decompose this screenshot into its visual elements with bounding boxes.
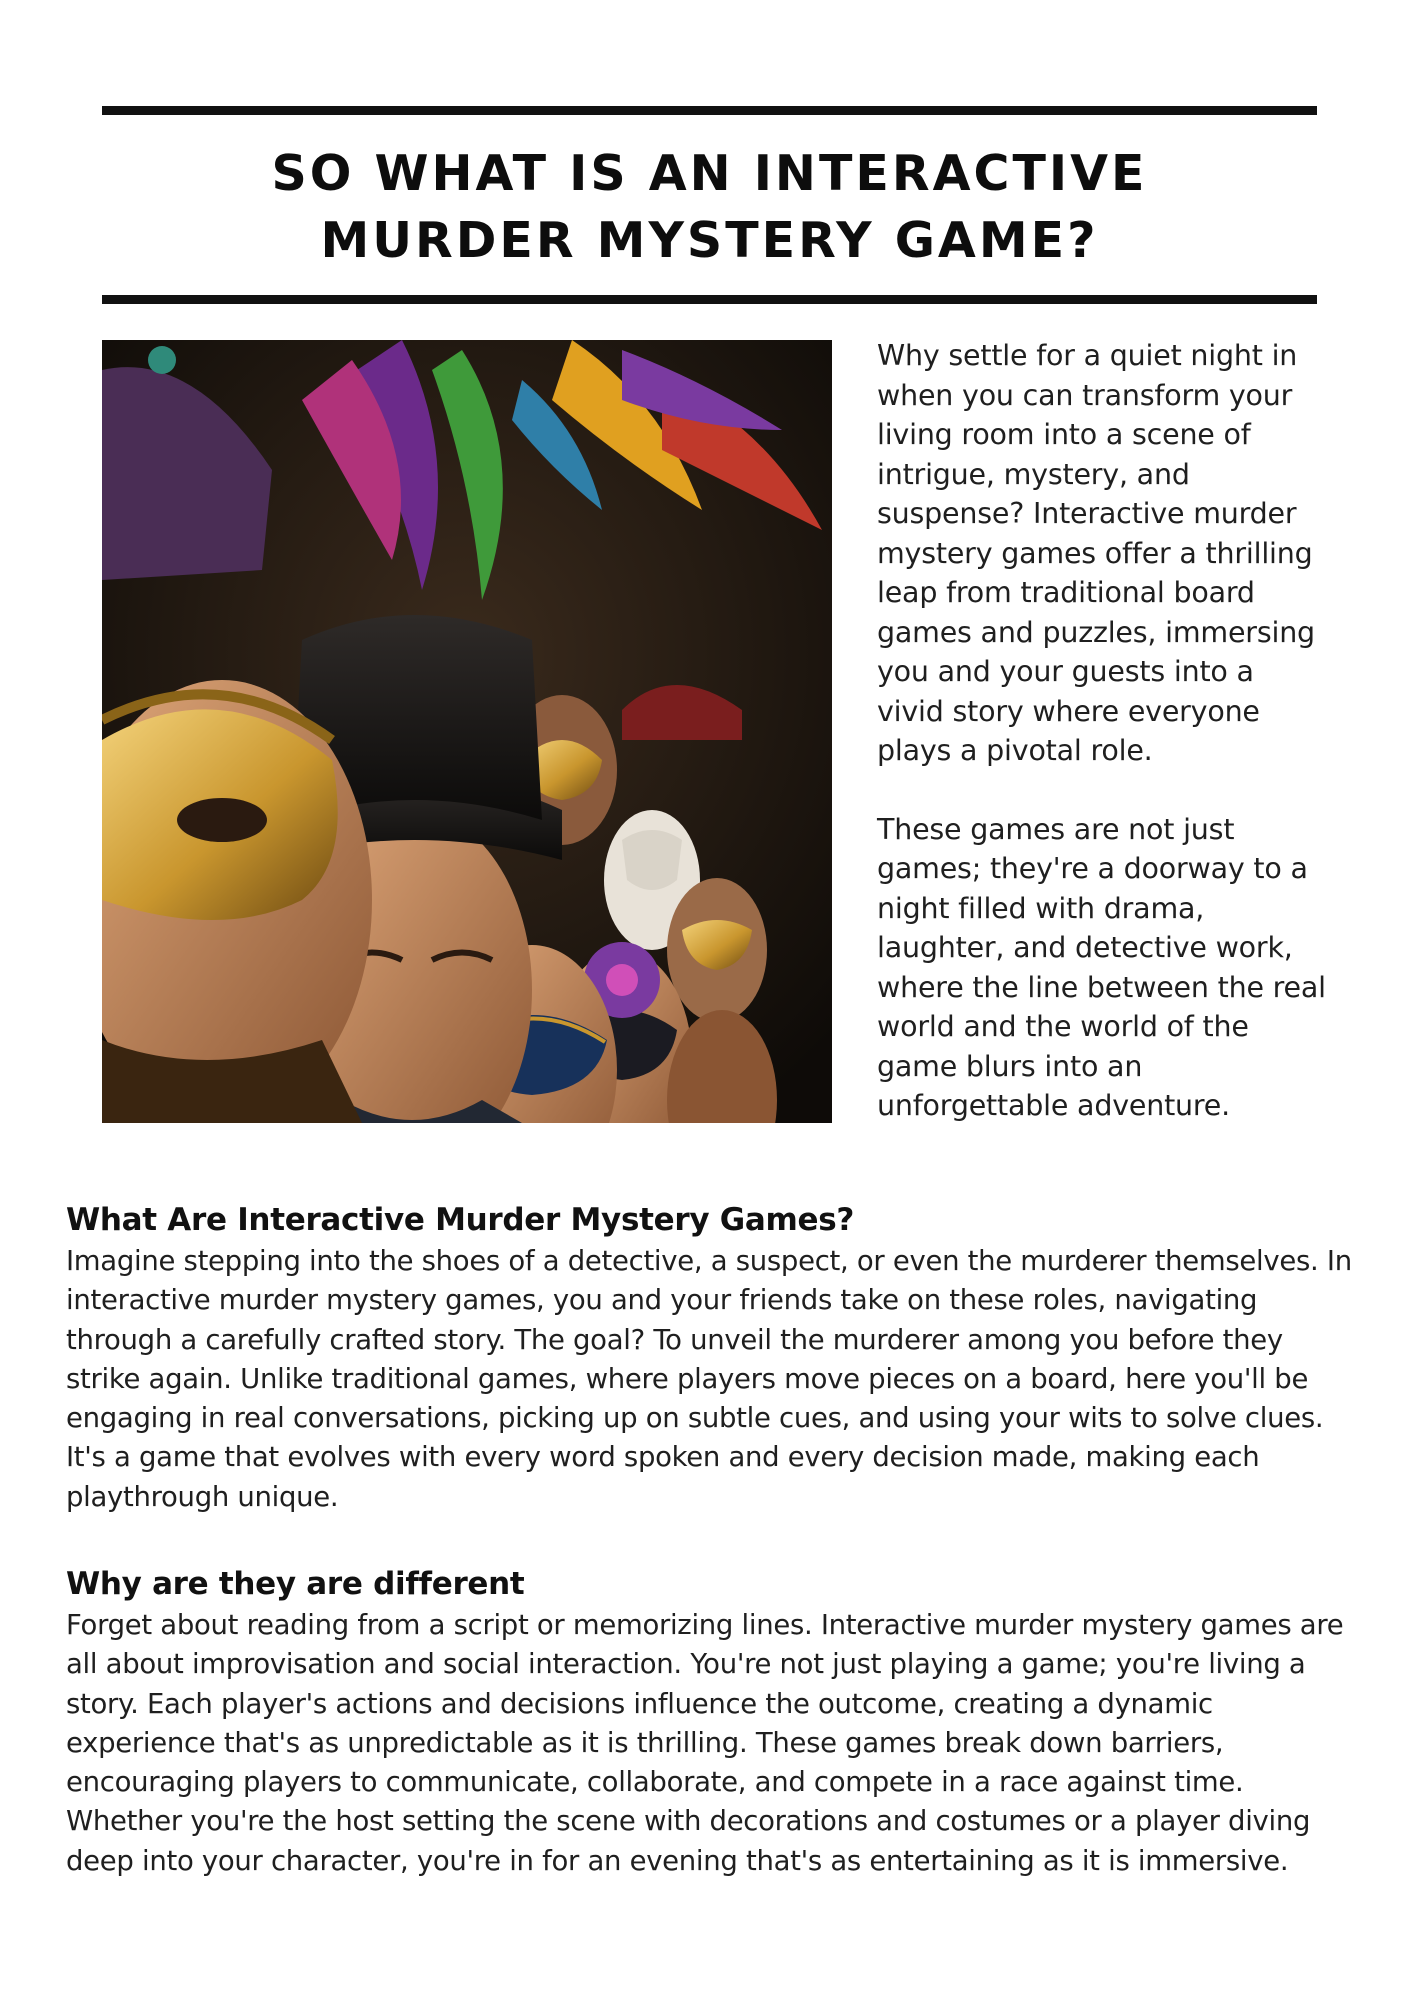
bottom-divider bbox=[102, 295, 1317, 304]
top-divider bbox=[102, 106, 1317, 115]
section-body: Imagine stepping into the shoes of a detective, a suspect, or even the murderer themselves. In interactive murder mystery games, you and your friends take on these roles, navigating through a carefully crafted story. The goal? To unveil the murderer among you before they strike again. Unlike traditional games, where players move pieces on a board, here you'll be engaging in real conversations, picking up on subtle cues, and using your wits to solve clues. It's a game that evolves with every word spoken and every decision made, making each playthrough unique. bbox=[66, 1245, 1352, 1513]
hero-image bbox=[102, 340, 832, 1123]
section-why-different bbox=[66, 1562, 1356, 1881]
page-title bbox=[102, 140, 1317, 274]
masquerade-illustration bbox=[102, 340, 832, 1123]
intro-text bbox=[877, 336, 1327, 1165]
section-what-are bbox=[66, 1198, 1356, 1517]
section-heading: Why are they are different bbox=[66, 1566, 525, 1602]
intro-paragraph-2: These games are not just games; they're a doorway to a night filled with drama, laughter, and detective work, where the line between the real world and the world of the game blurs into an unforgettable adventure. bbox=[877, 812, 1326, 1122]
title-line-1: SO WHAT IS AN INTERACTIVE bbox=[271, 145, 1148, 202]
intro-paragraph-1: Why settle for a quiet night in when you can transform your living room into a scene of intrigue, mystery, and suspense? Interactive murder mystery games offer a thrilling leap from traditional board games and puzzles, immersing you and your guests into a vivid story where everyone plays a pivotal role. bbox=[877, 339, 1315, 767]
section-heading: What Are Interactive Murder Mystery Games? bbox=[66, 1202, 855, 1238]
section-body: Forget about reading from a script or memorizing lines. Interactive murder mystery games are all about improvisation and social interaction. You're not just playing a game; you're living a story. Each player's actions and decisions influence the outcome, creating a dynamic experience that's as unpredictable as it is thrilling. These games break down barriers, encouraging players to communicate, collaborate, and compete in a race against time. Whether you're the host setting the scene with decorations and costumes or a player diving deep into your character, you're in for an evening that's as entertaining as it is immersive. bbox=[66, 1609, 1344, 1877]
title-line-2: MURDER MYSTERY GAME? bbox=[320, 212, 1099, 269]
